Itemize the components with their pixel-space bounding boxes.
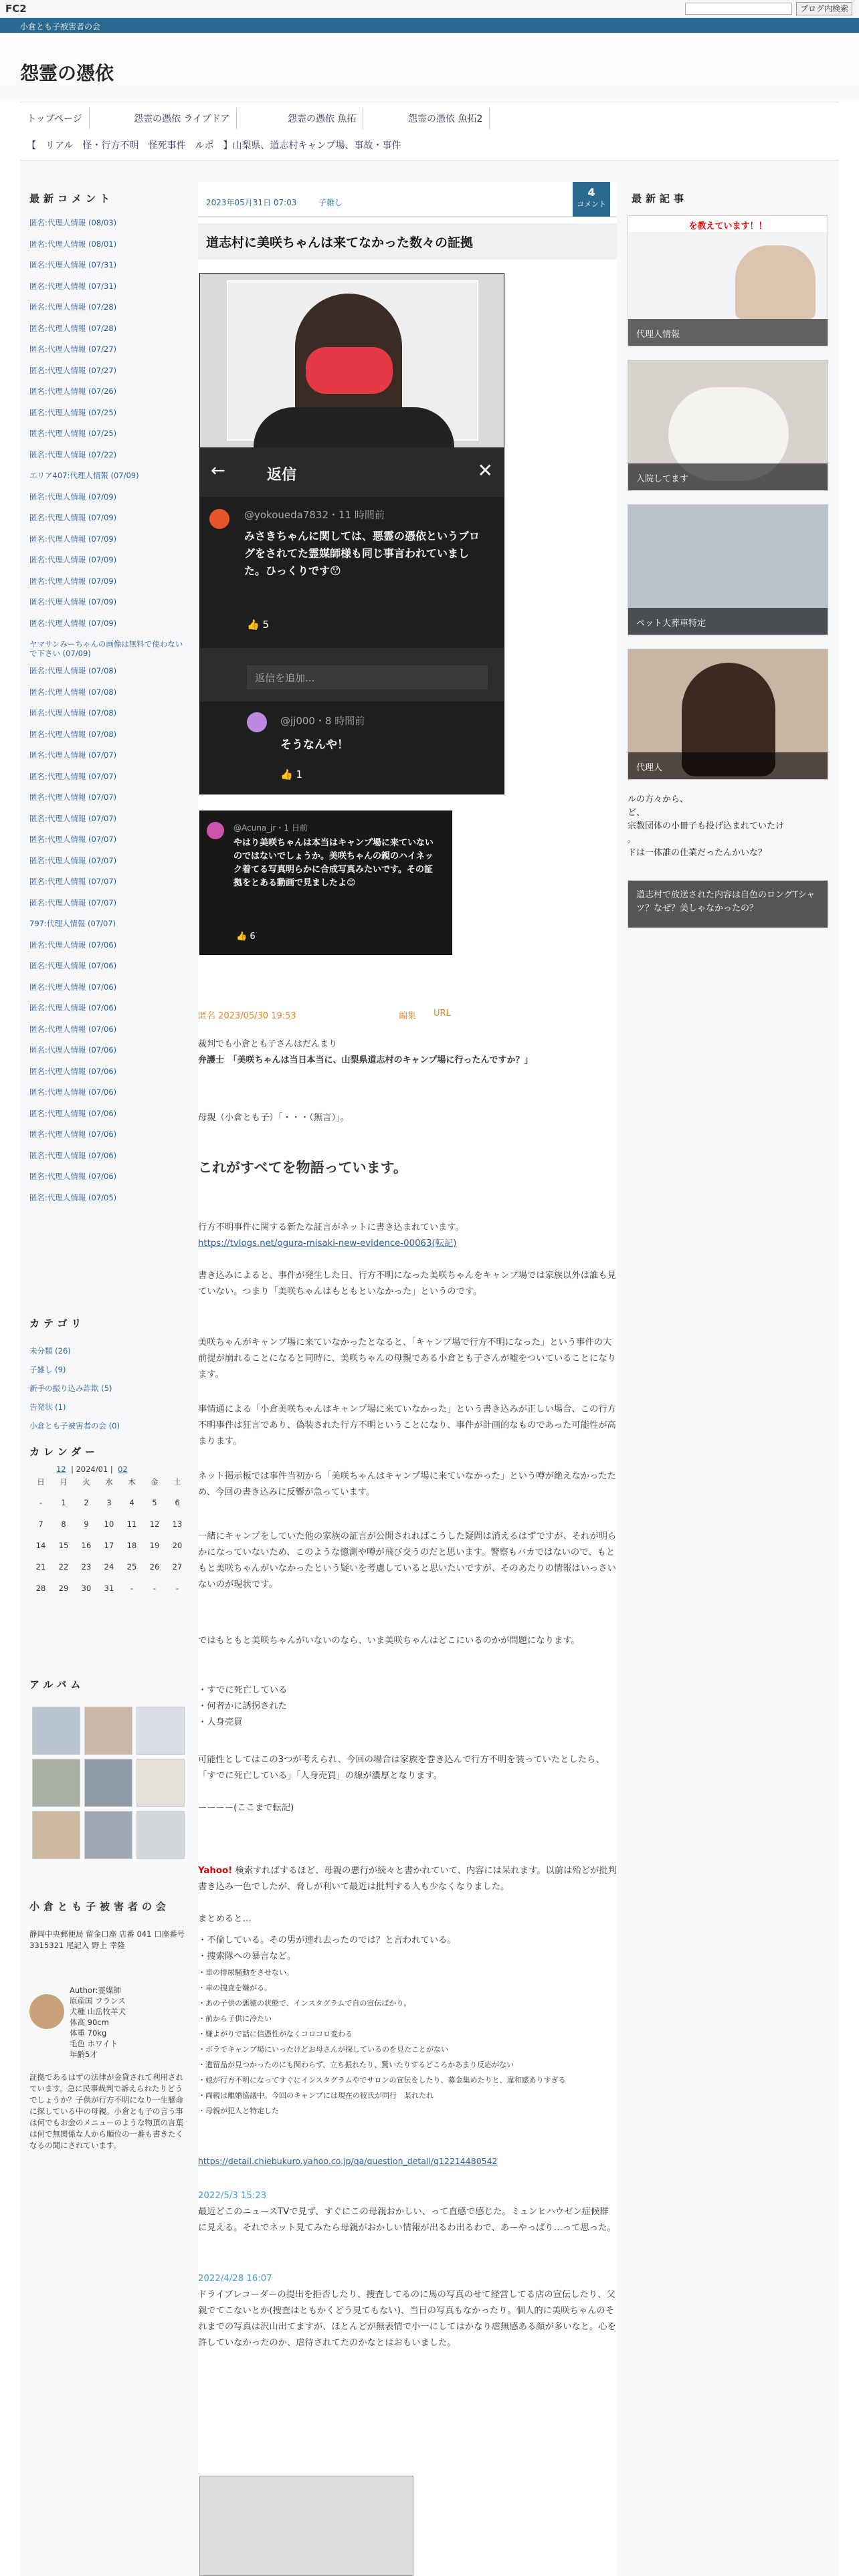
list-item: ・何者かに誘拐された xyxy=(198,1701,287,1711)
recent-comment-item[interactable]: 匿名:代理人情報 (07/08) xyxy=(29,708,117,718)
nav-menu xyxy=(20,102,839,160)
recent-comment-item[interactable]: 匿名:代理人情報 (07/05) xyxy=(29,1192,117,1202)
recent-comment-item[interactable]: 匿名:代理人情報 (07/08) xyxy=(29,687,117,697)
album-thumb[interactable] xyxy=(32,1811,80,1859)
calendar-cell: 7 xyxy=(38,1519,43,1529)
calendar-nav: 12 | 2024/01 | 02 xyxy=(56,1465,128,1474)
calendar-cell: 月 xyxy=(60,1477,68,1487)
recent-post-card[interactable]: 代理人 xyxy=(628,649,828,780)
recent-comment-item[interactable]: 匿名:代理人情報 (07/28) xyxy=(29,302,117,312)
calendar-row xyxy=(29,1519,190,1541)
album-thumb[interactable] xyxy=(136,1707,185,1755)
url-link[interactable]: URL xyxy=(434,1008,451,1018)
profile-detail: 原産国 フランス xyxy=(70,1996,126,2006)
headline: これがすべてを物語っています。 xyxy=(198,1160,407,1176)
blog-header xyxy=(0,33,859,100)
calendar-cell: 29 xyxy=(58,1584,69,1593)
profile-detail: 毛色 ホワイト xyxy=(70,2039,118,2048)
calendar-cell: 16 xyxy=(81,1541,92,1550)
recent-comment-item[interactable]: 匿名:代理人情報 (07/06) xyxy=(29,961,117,970)
album-thumb[interactable] xyxy=(84,1811,132,1859)
recent-comment-item[interactable]: 匿名:代理人情報 (07/09) xyxy=(29,513,117,522)
paragraph: 書き込みによると、事件が発生した日、行方不明になった美咲ちゃんをキャンプ場では家族以外は誰も見ていない。つまり「美咲ちゃんはもともといなかった」というのです。 xyxy=(198,1271,616,1297)
recent-comment-item[interactable]: 匿名:代理人情報 (07/07) xyxy=(29,855,117,865)
profile-detail: 年齢5才 xyxy=(70,2050,98,2059)
calendar-cell: 6 xyxy=(175,1498,180,1507)
calendar-cell: 8 xyxy=(61,1519,66,1529)
calendar-cell: - xyxy=(175,1584,179,1593)
paragraph: まとめると… xyxy=(198,1914,252,1924)
profile-address: 静岡中央郵便局 留金口座 店番 041 口座番号 3315321 尾記入 野上 幸隆 xyxy=(29,1929,185,1950)
paragraph: ではもともと美咲ちゃんがいないのなら、いま美咲ちゃんはどこにいるのかが問題になります。 xyxy=(198,1636,580,1646)
back-arrow-icon: ← xyxy=(211,461,225,481)
recent-comment-item[interactable]: 匿名:代理人情報 (08/03) xyxy=(29,218,117,227)
album-thumb[interactable] xyxy=(84,1707,132,1755)
fc2-logo[interactable]: FC2 xyxy=(5,3,27,15)
recent-comment-item[interactable]: 匿名:代理人情報 (07/09) xyxy=(29,555,117,564)
calendar-cell: 24 xyxy=(104,1562,114,1572)
calendar-cell: 28 xyxy=(35,1584,46,1593)
list-item: ・人身売買 xyxy=(198,1717,243,1727)
calendar-cell: 21 xyxy=(35,1562,46,1572)
paragraph: ーーーー(ここまで転記) xyxy=(198,1803,294,1813)
calendar-cell: 土 xyxy=(173,1477,181,1487)
nav-gyotaku[interactable]: 怨霊の憑依 魚拓 xyxy=(281,108,363,129)
summary-item: ・遺留品が見つかったのにも関わらず、立ち振れたり、驚いたりするどころかあまり反応がない xyxy=(198,2060,514,2069)
calendar-cell: 10 xyxy=(104,1519,114,1529)
post-title[interactable]: 道志村に美咲ちゃんは来てなかった数々の証拠 xyxy=(198,223,617,259)
summary-item: ・娘が行方不明になってすぐにインスタグラムやでサロンの宣伝をしたり、募金集めたりと、違和感ありすぎる xyxy=(198,2076,566,2084)
calendar-cell: 水 xyxy=(105,1477,113,1487)
calendar-cell: 23 xyxy=(81,1562,92,1572)
summary-item: ・車の排尿騒動をさせない。 xyxy=(198,1968,294,1977)
recent-comment-item[interactable]: 匿名:代理人情報 (07/27) xyxy=(29,344,117,354)
album-thumb[interactable] xyxy=(32,1759,80,1807)
recent-comment-item[interactable]: 匿名:代理人情報 (07/06) xyxy=(29,1108,117,1118)
recent-comment-item[interactable]: 匿名:代理人情報 (07/07) xyxy=(29,750,117,760)
avatar xyxy=(29,1994,64,2029)
paragraph: 可能性としてはこの3つが考えられ、今回の場合は家族を巻き込んで行方不明を装っていたとしたら、「すでに死亡している」「人身売買」の線が濃厚となります。 xyxy=(198,1755,605,1781)
recent-comment-item[interactable]: 匿名:代理人情報 (07/06) xyxy=(29,1150,117,1160)
recent-comment-item[interactable]: 匿名:代理人情報 (07/07) xyxy=(29,813,117,823)
calendar-cell: 13 xyxy=(172,1519,183,1529)
avatar xyxy=(247,712,267,732)
recent-post-card[interactable]: ペット大葬車特定 xyxy=(628,504,828,635)
main-article xyxy=(198,182,617,2576)
recent-comment-item[interactable]: 匿名:代理人情報 (07/07) xyxy=(29,771,117,781)
avatar xyxy=(209,509,229,529)
calendar-row xyxy=(29,1584,190,1605)
paragraph: ネット掲示板では事件当初から「美咲ちゃんはキャンプ場に来ていなかった」という噂が絶えなかったため、今回の書き込みに反響が急っています。 xyxy=(198,1471,616,1497)
profile-detail: Author:霊媒師 xyxy=(70,1985,121,1995)
recent-comment-item[interactable]: 797:代理人情報 (07/07) xyxy=(29,919,116,928)
calendar-cell: 4 xyxy=(129,1498,134,1507)
calendar-cell: 火 xyxy=(82,1477,90,1487)
quote-line: 弁護士 「美咲ちゃんは当日本当に、山梨県道志村のキャンプ場に行ったんですか？」 xyxy=(198,1055,533,1065)
nav-gyotaku2[interactable]: 怨霊の憑依 魚拓2 xyxy=(401,108,490,129)
avatar xyxy=(207,822,224,839)
summary-item: ・両親は離婚協議中。今回のキャンプには現在の彼氏が同行 某れたれ xyxy=(198,2091,434,2100)
photo-image xyxy=(199,2476,413,2576)
calendar-cell: 20 xyxy=(172,1541,183,1550)
right-overflow-text: ルの方々から、 ど、 宗教団体の小冊子も投げ込まれていたけ 。 ドは一体誰の仕業だったんかいな？ xyxy=(628,794,785,858)
calendar-cell: 3 xyxy=(106,1498,112,1507)
profile-detail: 体重 70kg xyxy=(70,2028,107,2038)
album-thumb[interactable] xyxy=(136,1811,185,1859)
recent-comment-item[interactable]: 匿名:代理人情報 (07/08) xyxy=(29,729,117,739)
nav-top-page[interactable]: トップページ xyxy=(20,108,90,129)
like-count: 👍 6 xyxy=(236,932,256,942)
summary-item: ・嫌よがりで話に信憑性がなくコロコロ変わる xyxy=(198,2030,353,2038)
calendar-cell: - xyxy=(39,1498,43,1507)
summary-item: ・車の捜査を嫌がる。 xyxy=(198,1983,272,1992)
like-count: 👍 5 xyxy=(247,619,269,631)
calendar-cell: 26 xyxy=(149,1562,160,1572)
calendar-month: 2024/01 xyxy=(76,1465,108,1474)
recent-comment-item[interactable]: 匿名:代理人情報 (07/25) xyxy=(29,407,117,417)
paragraph: ドライブレコーダーの提出を拒否したり、捜査してるのに馬の写真のせて経営してる店の宣伝したり、父親でてこないとか(捜査はともかくどう見てもない)、当日の写真もなかったり。個人的に美咲ちゃんのそれまでの写真は沢山出てますが、ほとんどが無表情で小一にしてはかなり虐無感ある顔が多いなと。心を許していなかったのか、虐待されてたのかなとはおもいました。 xyxy=(198,2290,616,2348)
paragraph: Yahoo! 検索すればするほど、母親の悪行が続々と書かれていて、内容には呆れます。以前は殆どが批判書き込み一色でしたが、脅しが利いて最近は批判する人も少なくなりました。 xyxy=(198,1866,617,1892)
close-icon: ✕ xyxy=(477,459,493,481)
calendar-cell: 25 xyxy=(126,1562,137,1572)
blog-subtitle-bar[interactable]: 小倉とも子被害者の会 xyxy=(0,18,859,33)
calendar-row xyxy=(29,1541,190,1562)
recent-comment-item[interactable]: エリア407:代理人情報 (07/09) xyxy=(29,471,139,480)
album-heading: アルバム xyxy=(29,1679,85,1691)
category-item[interactable]: 新手の振り込み詐欺 (5) xyxy=(29,1384,112,1393)
calendar-row xyxy=(29,1498,190,1519)
timestamp: 2022/4/28 16:07 xyxy=(198,2274,272,2284)
recent-comment-item[interactable]: 匿名:代理人情報 (07/06) xyxy=(29,1024,117,1034)
calendar-cell: 日 xyxy=(37,1477,45,1487)
calendar-cell: - xyxy=(153,1584,157,1593)
video-frame xyxy=(200,274,504,447)
calendar-cell: 31 xyxy=(104,1584,114,1593)
recent-comment-item[interactable]: 匿名:代理人情報 (07/06) xyxy=(29,1066,117,1076)
album-thumb[interactable] xyxy=(32,1707,80,1755)
profile-heading: 小倉とも子被害者の会 xyxy=(29,1901,171,1913)
youtube-comment-screenshot: ← 返信 ✕ @yokoueda7832・11 時間前 みさきちゃんに関しては、悪霊の憑依というブログをされてた霊媒師様も同じ事言われていました。ひっくりです😯 👍 5 返信を追加... @jj000・8 時間前 そうなんや！ 👍 1 xyxy=(199,273,504,794)
profile-detail: 体高 90cm xyxy=(70,2018,109,2027)
recent-comment-item[interactable]: 匿名:代理人情報 (07/09) xyxy=(29,597,117,607)
recent-comment-item[interactable]: 匿名:代理人情報 (07/06) xyxy=(29,940,117,950)
recent-comment-item[interactable]: 匿名:代理人情報 (07/07) xyxy=(29,792,117,802)
album-thumb[interactable] xyxy=(136,1759,185,1807)
calendar-cell: 27 xyxy=(172,1562,183,1572)
calendar-cell: - xyxy=(130,1584,134,1593)
youtube-comment-screenshot-2: @Acuna_jr・1 日前 やはり美咲ちゃんは本当はキャンプ場に来ていないのではないでしょうか。美咲ちゃんの親のハイネック着てる写真明らかに合成写真みたいです。その証拠をとある動画で見ましたよ😊 👍 6 xyxy=(199,811,452,955)
paragraph: 一緒にキャンプをしていた他の家族の証言が公開されればこうした疑問は消えるはずですが、それが明らかになっていないため、このような憶測や噂が飛び交うのだと思います。警察もバカではないので、もともと美咲ちゃんがいなかったという疑いを考慮していると思いたいですが、そのあたりの情報はいっさいないのが現状です。 xyxy=(198,1531,617,1590)
calendar-cell: 15 xyxy=(58,1541,69,1550)
recent-comment-item[interactable]: 匿名:代理人情報 (07/26) xyxy=(29,387,117,396)
recent-comment-item[interactable]: 匿名:代理人情報 (07/09) xyxy=(29,492,117,502)
recent-comment-item[interactable]: 匿名:代理人情報 (07/28) xyxy=(29,323,117,333)
quote-line: 裁判でも小倉とも子さんはだんまり xyxy=(198,1039,338,1049)
calendar-heading: カレンダー xyxy=(29,1446,100,1458)
summary-item: ・前から子供に冷たい xyxy=(198,2014,272,2023)
recent-post-card[interactable]: を教えています！！ 代理人情報 xyxy=(628,215,828,346)
recent-comment-item[interactable]: 匿名:代理人情報 (07/31) xyxy=(29,281,117,291)
recent-comment-item[interactable]: 匿名:代理人情報 (07/06) xyxy=(29,1003,117,1012)
calendar-cell: 14 xyxy=(35,1541,46,1550)
summary-item: ・ボラでキャンプ場にいったけどお母さんが探しているのを見たことがない xyxy=(198,2045,448,2054)
category-item[interactable]: 小倉とも子被害者の会 (0) xyxy=(29,1421,120,1430)
calendar-cell: 17 xyxy=(104,1541,114,1550)
recent-comment-item[interactable]: 匿名:代理人情報 (07/27) xyxy=(29,365,117,375)
recent-post-card[interactable]: 道志村で放送された内容は自色のロングTシャツ？なぜ？美しゃなかったの？ xyxy=(628,880,828,928)
calendar-cell: 1 xyxy=(61,1498,66,1507)
recent-comment-item[interactable]: 匿名:代理人情報 (08/01) xyxy=(29,239,117,249)
paragraph: 事情通による「小倉美咲ちゃんはキャンプ場に来ていなかった」という書き込みが正しい場合、この行方不明事件は狂言であり、偽装された行方不明ということになり、事件が計画的なものであった可能性が高まります。 xyxy=(198,1404,616,1446)
post-date: 2023年05月31日 07:03 xyxy=(206,198,297,207)
calendar-cell: 18 xyxy=(126,1541,137,1550)
nav-doshi-case[interactable]: 【 リアル 怪・行方不明 怪死事件 ルポ 】山梨県、道志村キャンプ場、事故・事件 xyxy=(27,140,401,151)
calendar-cell: 9 xyxy=(84,1519,89,1529)
recent-comment-item[interactable]: 匿名:代理人情報 (07/09) xyxy=(29,534,117,544)
recent-comment-item[interactable]: 匿名:代理人情報 (07/08) xyxy=(29,666,117,675)
fc2-topbar xyxy=(0,0,859,18)
quote-line: 母親（小倉とも子）「・・・（無言）」。 xyxy=(198,1113,350,1123)
list-item: ・すでに死亡している xyxy=(198,1685,288,1695)
category-item[interactable]: 告発状 (1) xyxy=(29,1402,66,1412)
recent-comment-item[interactable]: 匿名:代理人情報 (07/25) xyxy=(29,429,117,438)
recent-comment-item[interactable]: 匿名:代理人情報 (07/06) xyxy=(29,982,117,992)
edit-link[interactable]: 編集 xyxy=(399,1011,417,1021)
summary-item: ・母親が犯人と特定した xyxy=(198,2107,279,2115)
recent-comment-item[interactable]: ヤマサンみーちゃんの画像は無料で使わないで下さい (07/09) xyxy=(29,639,183,658)
calendar-cell: 木 xyxy=(128,1477,136,1487)
chiebukuro-link[interactable]: https://detail.chiebukuro.yahoo.co.jp/qa/question_detail/q12214480542 xyxy=(198,2156,498,2166)
recent-post-card[interactable]: 入院してます xyxy=(628,360,828,491)
calendar-cell: 30 xyxy=(81,1584,92,1593)
reply-header: ← 返信 ✕ xyxy=(200,447,504,497)
calendar-cell: 22 xyxy=(58,1562,69,1572)
album-thumb[interactable] xyxy=(84,1759,132,1807)
calendar-next[interactable]: 02 xyxy=(118,1465,128,1474)
calendar-cell: 12 xyxy=(149,1519,160,1529)
post-category[interactable]: 子雑し xyxy=(318,198,343,207)
recent-comment-item[interactable]: 匿名:代理人情報 (07/31) xyxy=(29,260,117,270)
calendar-row xyxy=(29,1562,190,1584)
recent-comment-item[interactable]: 匿名:代理人情報 (07/06) xyxy=(29,1087,117,1097)
comment-meta-author: 匿名 2023/05/30 19:53 xyxy=(198,1011,296,1021)
nav-livedoor[interactable]: 怨霊の憑依 ライブドア xyxy=(127,108,237,129)
recent-comment-item[interactable]: 匿名:代理人情報 (07/07) xyxy=(29,835,117,844)
categories-heading: カテゴリ xyxy=(29,1317,86,1329)
category-item[interactable]: 未分類 (26) xyxy=(29,1346,71,1356)
recent-comment-item[interactable]: 匿名:代理人情報 (07/06) xyxy=(29,1172,117,1181)
calendar-cell: 2 xyxy=(84,1498,89,1507)
recent-comment-item[interactable]: 匿名:代理人情報 (07/07) xyxy=(29,877,117,886)
blog-title[interactable]: 怨霊の憑依 xyxy=(20,62,114,84)
calendar-prev[interactable]: 12 xyxy=(56,1465,66,1474)
calendar-cell: 19 xyxy=(149,1541,160,1550)
timestamp: 2022/5/3 15:23 xyxy=(198,2191,267,2201)
recent-comments-heading: 最新コメント xyxy=(29,193,114,205)
blog-search-button[interactable]: ブログ内検索 xyxy=(796,2,852,15)
recent-comment-item[interactable]: 匿名:代理人情報 (07/06) xyxy=(29,1130,117,1139)
recent-comment-item[interactable]: 匿名:代理人情報 (07/09) xyxy=(29,576,117,586)
like-count: 👍 1 xyxy=(280,768,302,780)
recent-posts-heading: 最新記事 xyxy=(632,193,688,205)
summary-item: ・捜索隊への暴言など。 xyxy=(198,1951,296,1961)
category-item[interactable]: 子雑し (9) xyxy=(29,1365,66,1374)
recent-comment-item[interactable]: 匿名:代理人情報 (07/09) xyxy=(29,618,117,628)
blog-search-input[interactable] xyxy=(685,3,792,15)
calendar-cell: 11 xyxy=(126,1519,137,1529)
source-link[interactable]: https://tvlogs.net/ogura-misaki-new-evidence-00063(転記) xyxy=(198,1239,457,1249)
profile-text: 証拠であるはずの法律が金貸されて利用されています。急に民事裁判で訴えられたりどうでしょうか？子供が行方不明になり一生懸命に探している中の母親。小倉とも子の言う事は何でもお金のメニューのような物頂の言葉は何で無関係な人から順位の一番も書きたくなるの聞にされています。 xyxy=(29,2072,183,2150)
calendar-cell: 金 xyxy=(151,1477,159,1487)
post-date-bar xyxy=(198,182,617,217)
profile-detail: 犬種 山岳牧羊犬 xyxy=(70,2007,126,2016)
paragraph: 最近どこのニュースTVで見ず、すぐにこの母親おかしい、って直感で感じた。ミュンヒハウゼン症候群に見える。それでネット見てみたら母親がおかしい情報が出るわ出るわで、あーやっぱり…って思った。 xyxy=(198,2207,616,2233)
summary-item: ・不倫している。その男が連れ去ったのでは？と言われている。 xyxy=(198,1935,456,1945)
paragraph: 美咲ちゃんがキャンプ場に来ていなかったとなると、「キャンプ場で行方不明になった」という事件の大前提が崩れることになると同時に、美咲ちゃんの母親である小倉とも子さんが嘘をついていることになります。 xyxy=(198,1337,616,1380)
summary-item: ・あの子供の悪徳の状態で、インスタグラムで自の宣伝ばかり。 xyxy=(198,1999,411,2008)
comment-count-badge[interactable]: 4 コメント xyxy=(573,182,610,217)
recent-comment-item[interactable]: 匿名:代理人情報 (07/06) xyxy=(29,1045,117,1055)
calendar-cell: 5 xyxy=(152,1498,157,1507)
calendar-row xyxy=(29,1477,190,1498)
paragraph: 行方不明事件に関する新たな証言がネットに書き込まれています。 xyxy=(198,1222,464,1232)
recent-comment-item[interactable]: 匿名:代理人情報 (07/22) xyxy=(29,449,117,459)
recent-comment-item[interactable]: 匿名:代理人情報 (07/07) xyxy=(29,897,117,907)
calendar-grid xyxy=(29,1477,190,1605)
